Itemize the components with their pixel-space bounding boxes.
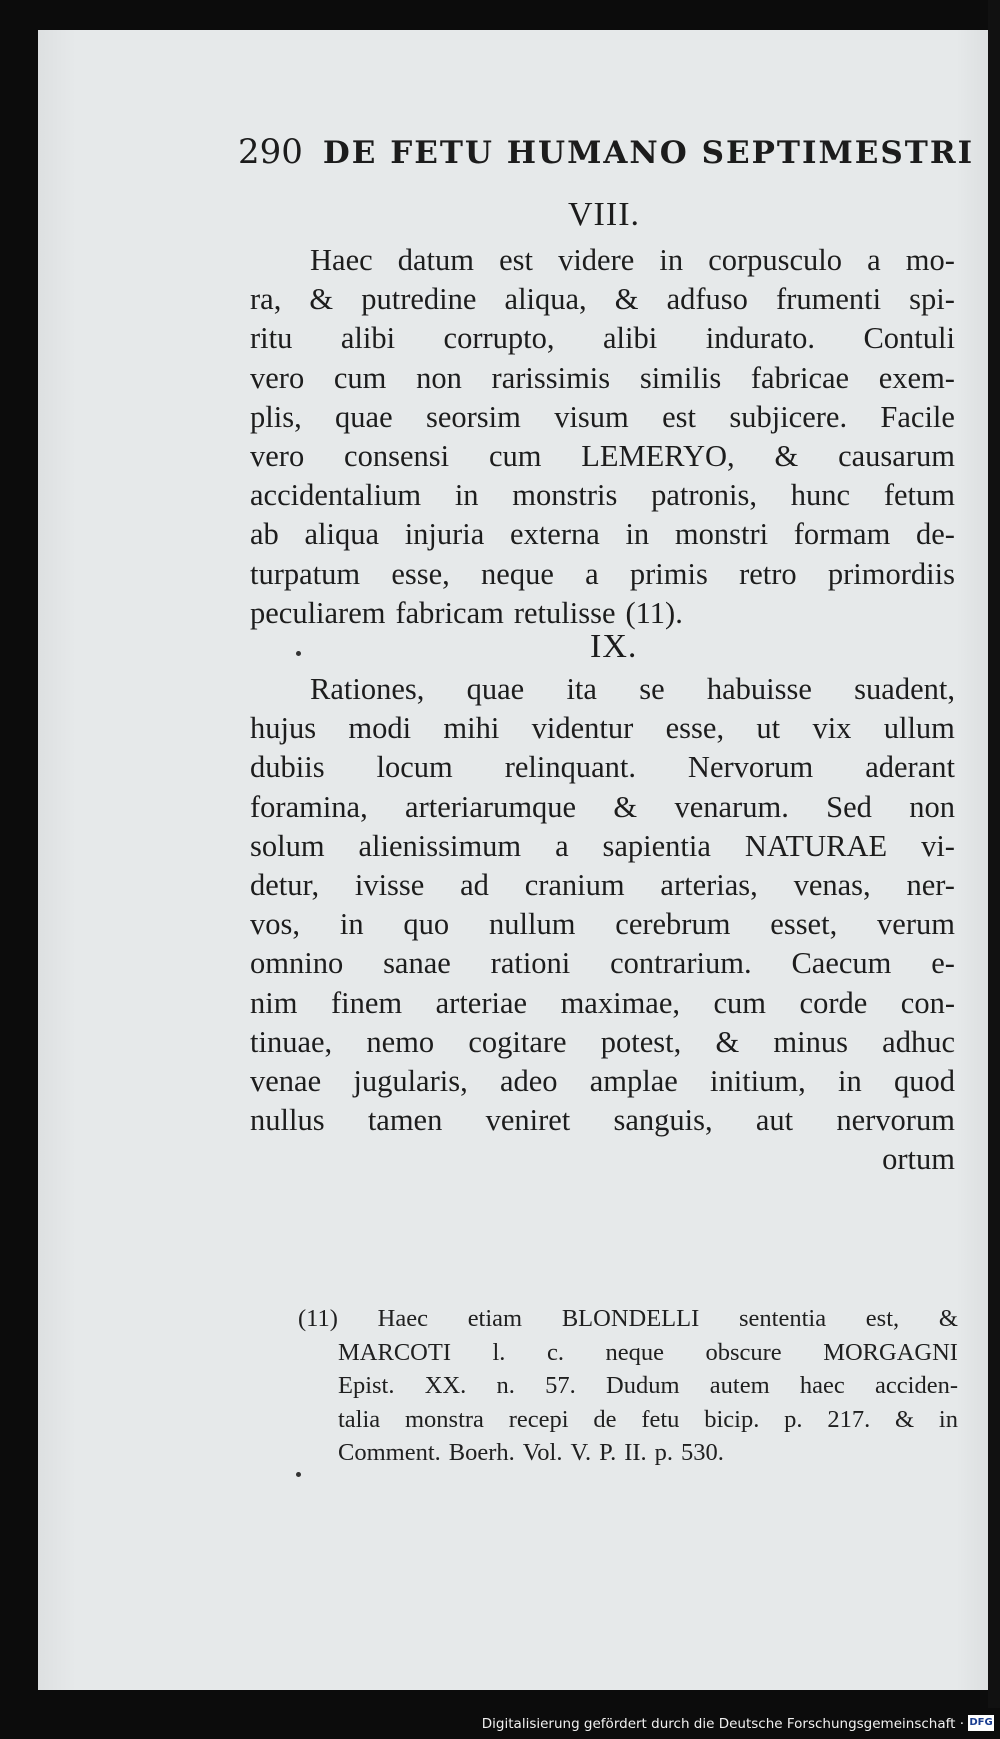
text-line: dubiis locum relinquant. Nervorum aderant [250,750,955,785]
scan-edge [988,0,1000,1739]
text-line: solum alienissimum a sapientia NATURAE vi- [250,828,955,863]
ink-speck [296,1472,301,1477]
text-line: venae jugularis, adeo amplae initium, in quod [250,1063,955,1098]
text-line: tinuae, nemo cogitare potest, & minus adhuc [250,1024,955,1059]
text-line: nim finem arteriae maximae, cum corde con- [250,985,955,1020]
section-heading-viii: VIII. [568,196,641,233]
catchword: ortum [882,1142,955,1177]
text-line: Haec datum est videre in corpusculo a mo- [310,243,955,277]
running-title: DE FETU HUMANO SEPTIMESTRI [322,135,975,171]
text-line: Rationes, quae ita se habuisse suadent, [310,672,955,706]
footnote-line: (11) Haec etiam BLONDELLI sententia est, & [298,1305,958,1332]
text-line: ritu alibi corrupto, alibi indurato. Contuli [250,321,955,356]
text-line: detur, ivisse ad cranium arterias, venas, ner- [250,867,955,902]
digitization-credit: Digitalisierung gefördert durch die Deutsche Forschungsgemeinschaft · [481,1716,964,1732]
text-line: ra, & putredine aliqua, & adfuso frumenti spi- [250,282,955,317]
text-line: vero consensi cum LEMERYO, & causarum [250,438,955,473]
dfg-logo: DFG [968,1715,994,1731]
footnote-line: Epist. XX. n. 57. Dudum autem haec acciden- [338,1372,958,1399]
text-line: omnino sanae rationi contrarium. Caecum e- [250,946,955,981]
running-head [238,132,974,172]
section-viii-body [250,241,955,633]
section-heading-ix: IX. [590,628,638,665]
text-line: peculiarem fabricam retulisse (11). [250,595,683,630]
footnote [298,1302,958,1470]
text-line: plis, quae seorsim visum est subjicere. Facile [250,399,955,434]
text-line: vos, in quo nullum cerebrum esset, verum [250,907,955,942]
footnote-line: talia monstra recepi de fetu bicip. p. 217. & in [338,1405,958,1433]
ink-speck [296,651,301,656]
page-number: 290 [238,132,303,172]
section-ix-body [250,670,955,1179]
text-line: nullus tamen veniret sanguis, aut nervorum [250,1103,955,1138]
text-line: ab aliqua injuria externa in monstri formam de- [250,517,955,552]
text-line: turpatum esse, neque a primis retro primordiis [250,556,955,591]
text-line: vero cum non rarissimis similis fabricae exem- [250,360,955,395]
text-line: accidentalium in monstris patronis, hunc fetum [250,478,955,513]
text-line: foramina, arteriarumque & venarum. Sed non [250,789,955,824]
text-line: hujus modi mihi videntur esse, ut vix ullum [250,711,955,746]
footnote-line: Comment. Boerh. Vol. V. P. II. p. 530. [338,1439,724,1466]
footnote-line: MARCOTI l. c. neque obscure MORGAGNI [338,1338,958,1366]
